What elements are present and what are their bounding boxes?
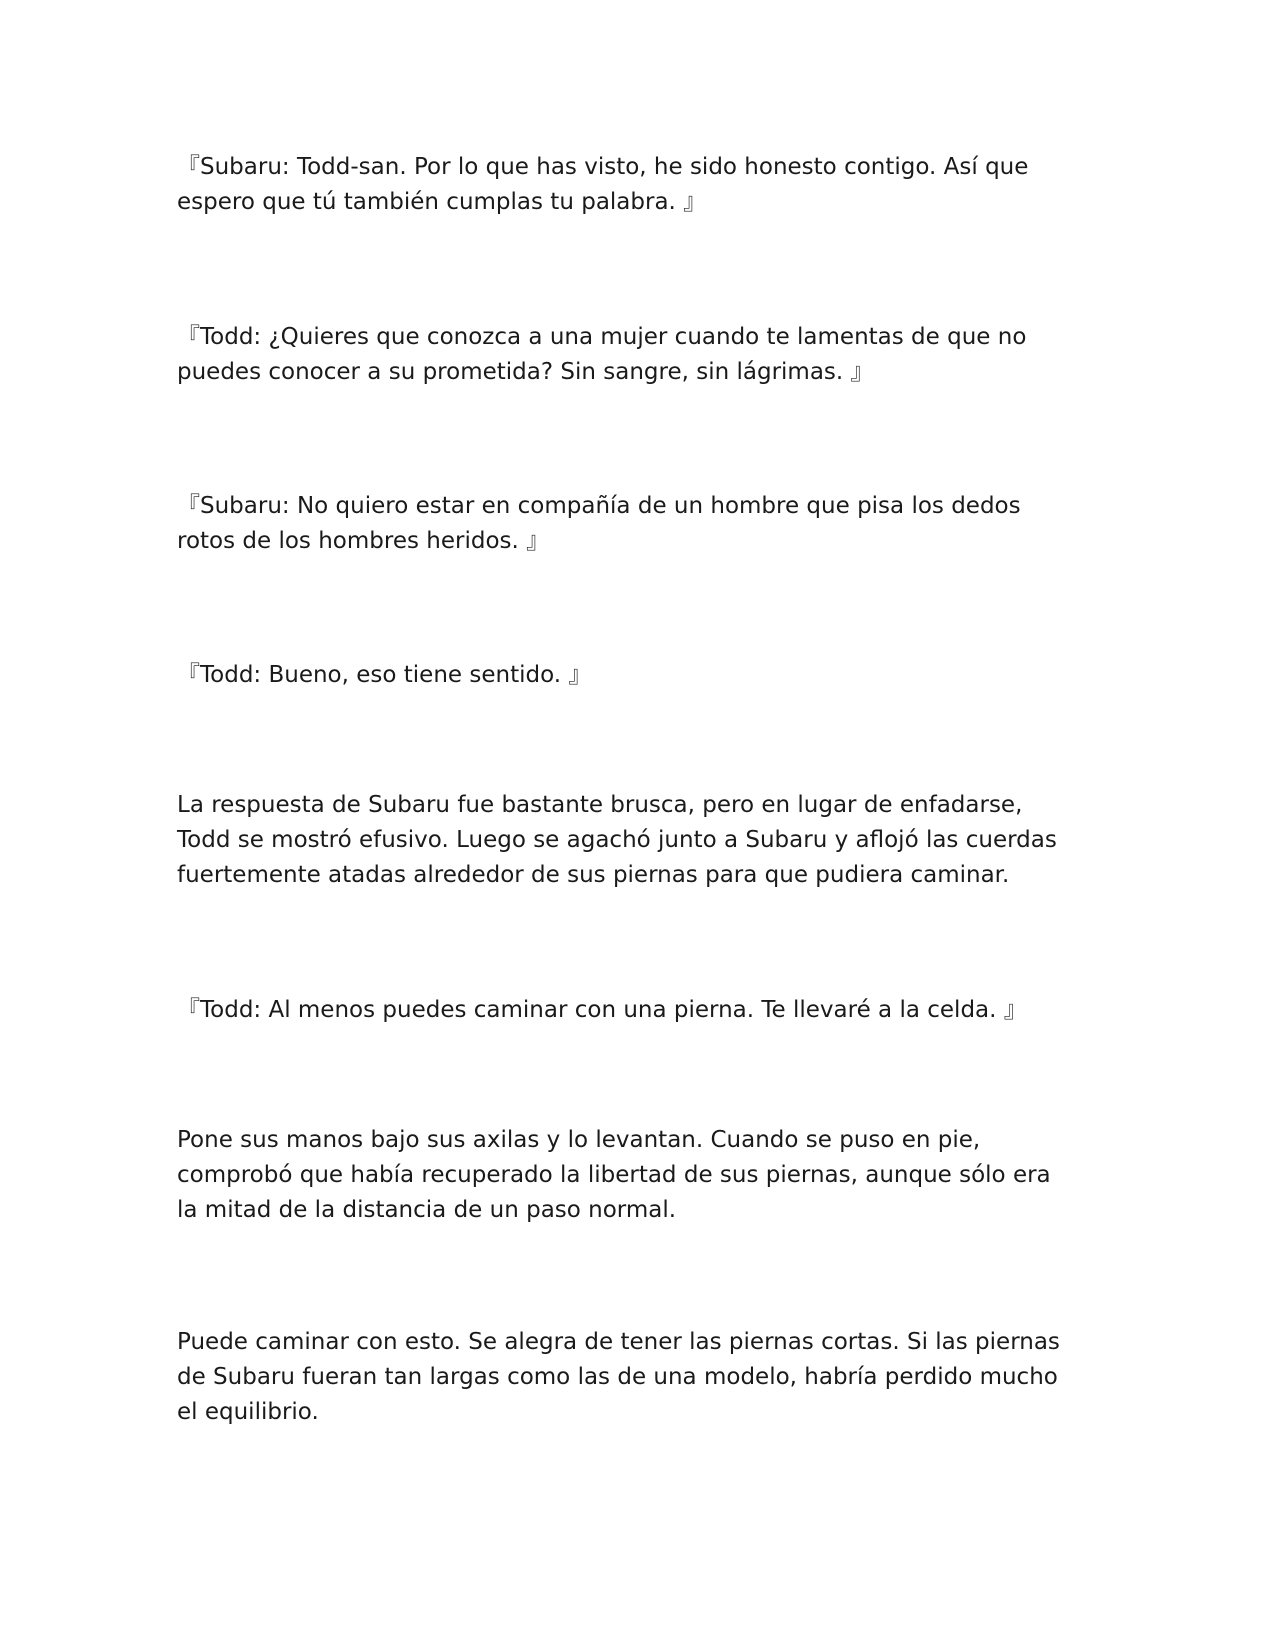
text-line: La respuesta de Subaru fue bastante brusca, pero en lugar de enfadarse,	[177, 792, 1023, 818]
text-line: 『Subaru: Todd-san. Por lo que has visto, he sido honesto contigo. Así que	[177, 154, 1029, 180]
narration-paragraph-3	[177, 1325, 1097, 1430]
text-line: espero que tú también cumplas tu palabra. 』	[177, 189, 707, 215]
narration-paragraph-2	[177, 1123, 1097, 1228]
text-line: de Subaru fueran tan largas como las de una modelo, habría perdido mucho	[177, 1364, 1058, 1390]
text-line: Todd se mostró efusivo. Luego se agachó junto a Subaru y aflojó las cuerdas	[177, 827, 1057, 853]
text-line: 『Todd: ¿Quieres que conozca a una mujer cuando te lamentas de que no	[177, 324, 1027, 350]
text-line: comprobó que había recuperado la libertad de sus piernas, aunque sólo era	[177, 1162, 1051, 1188]
text-line: Pone sus manos bajo sus axilas y lo levantan. Cuando se puso en pie,	[177, 1127, 981, 1153]
text-line: rotos de los hombres heridos. 』	[177, 528, 550, 554]
dialogue-todd-2	[177, 658, 1097, 693]
text-line: 『Subaru: No quiero estar en compañía de un hombre que pisa los dedos	[177, 493, 1021, 519]
text-line: el equilibrio.	[177, 1399, 319, 1425]
dialogue-todd-3	[177, 993, 1097, 1028]
dialogue-subaru-2	[177, 489, 1097, 559]
text-line: la mitad de la distancia de un paso normal.	[177, 1197, 677, 1223]
dialogue-todd-1	[177, 320, 1097, 390]
dialogue-subaru-1	[177, 150, 1097, 220]
narration-paragraph-1	[177, 788, 1097, 893]
text-line: Puede caminar con esto. Se alegra de tener las piernas cortas. Si las piernas	[177, 1329, 1060, 1355]
text-line: puedes conocer a su prometida? Sin sangre, sin lágrimas. 』	[177, 359, 874, 385]
text-line: 『Todd: Al menos puedes caminar con una pierna. Te llevaré a la celda. 』	[177, 997, 1027, 1023]
text-line: 『Todd: Bueno, eso tiene sentido. 』	[177, 662, 592, 688]
text-line: fuertemente atadas alrededor de sus piernas para que pudiera caminar.	[177, 862, 1010, 888]
